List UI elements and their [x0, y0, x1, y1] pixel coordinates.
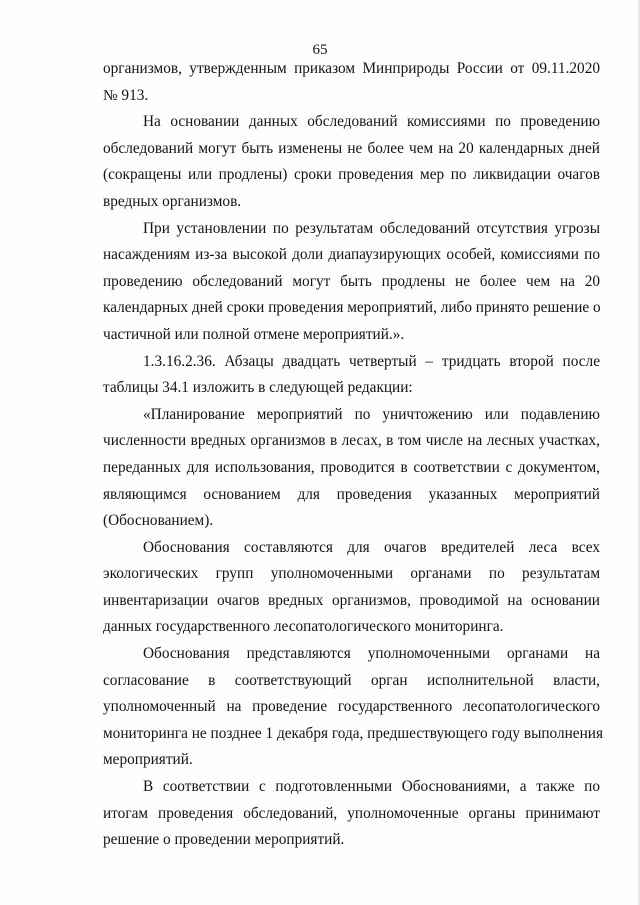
document-body — [103, 56, 604, 854]
text-line: календарных дней сроки проведения мероприятий, либо принято решение о — [103, 299, 601, 317]
text-line: частичной или полной отмене мероприятий.». — [103, 325, 405, 343]
text-line: уполномоченный на проведение государственного лесопатологического — [103, 698, 600, 716]
text-line: насаждениям из-за высокой доли диапаузирующих особей, комиссиями по — [103, 246, 600, 264]
text-line: (Обоснованием). — [103, 512, 214, 530]
paragraph — [103, 535, 600, 641]
text-line: № 913. — [103, 86, 149, 104]
text-line: экологических групп уполномоченными органами по результатам — [103, 565, 600, 583]
text-line: являющимся основанием для проведения указанных мероприятий — [103, 485, 600, 503]
text-line: данных государственного лесопатологического мониторинга. — [103, 618, 504, 636]
text-line: В соответствии с подготовленными Обоснованиями, а также по — [143, 778, 600, 796]
text-line: 1.3.16.2.36. Абзацы двадцать четвертый – тридцать второй после — [143, 352, 600, 370]
paragraph — [103, 641, 604, 774]
text-line: проведению обследований могут быть продлены не более чем на 20 — [103, 272, 600, 290]
paragraph — [103, 56, 600, 109]
text-line: мониторинга не позднее 1 декабря года, предшествующего году выполнения — [103, 724, 604, 742]
paragraph — [103, 349, 600, 402]
page-number: 65 — [312, 42, 328, 58]
paragraph — [103, 216, 600, 349]
text-line: таблицы 34.1 изложить в следующей редакции: — [103, 379, 413, 397]
paragraph — [103, 109, 600, 215]
text-line: мероприятий. — [103, 751, 193, 769]
paragraph — [103, 774, 600, 854]
text-line: На основании данных обследований комиссиями по проведению — [143, 113, 600, 131]
text-line: обследований могут быть изменены не более чем на 20 календарных дней — [103, 139, 600, 157]
text-line: вредных организмов. — [103, 192, 242, 210]
text-line: согласование в соответствующий орган исполнительной власти, — [103, 671, 600, 689]
text-line: При установлении по результатам обследований отсутствия угрозы — [143, 219, 600, 237]
text-line: решение о проведении мероприятий. — [103, 831, 345, 849]
text-line: Обоснования составляются для очагов вредителей леса всех — [143, 538, 600, 556]
text-line: «Планирование мероприятий по уничтожению или подавлению — [143, 405, 600, 423]
paragraph — [103, 402, 600, 535]
text-line: переданных для использования, проводится в соответствии с документом, — [103, 458, 600, 476]
text-line: численности вредных организмов в лесах, в том числе на лесных участках, — [103, 432, 600, 450]
text-line: организмов, утвержденным приказом Минприроды России от 09.11.2020 — [103, 60, 600, 77]
text-line: инвентаризации очагов вредных организмов, проводимой на основании — [103, 591, 600, 609]
text-line: (сокращены или продлены) сроки проведения мер по ликвидации очагов — [103, 166, 600, 184]
text-line: Обоснования представляются уполномоченными органами на — [143, 645, 600, 663]
text-line: итогам проведения обследований, уполномоченные органы принимают — [103, 804, 600, 822]
